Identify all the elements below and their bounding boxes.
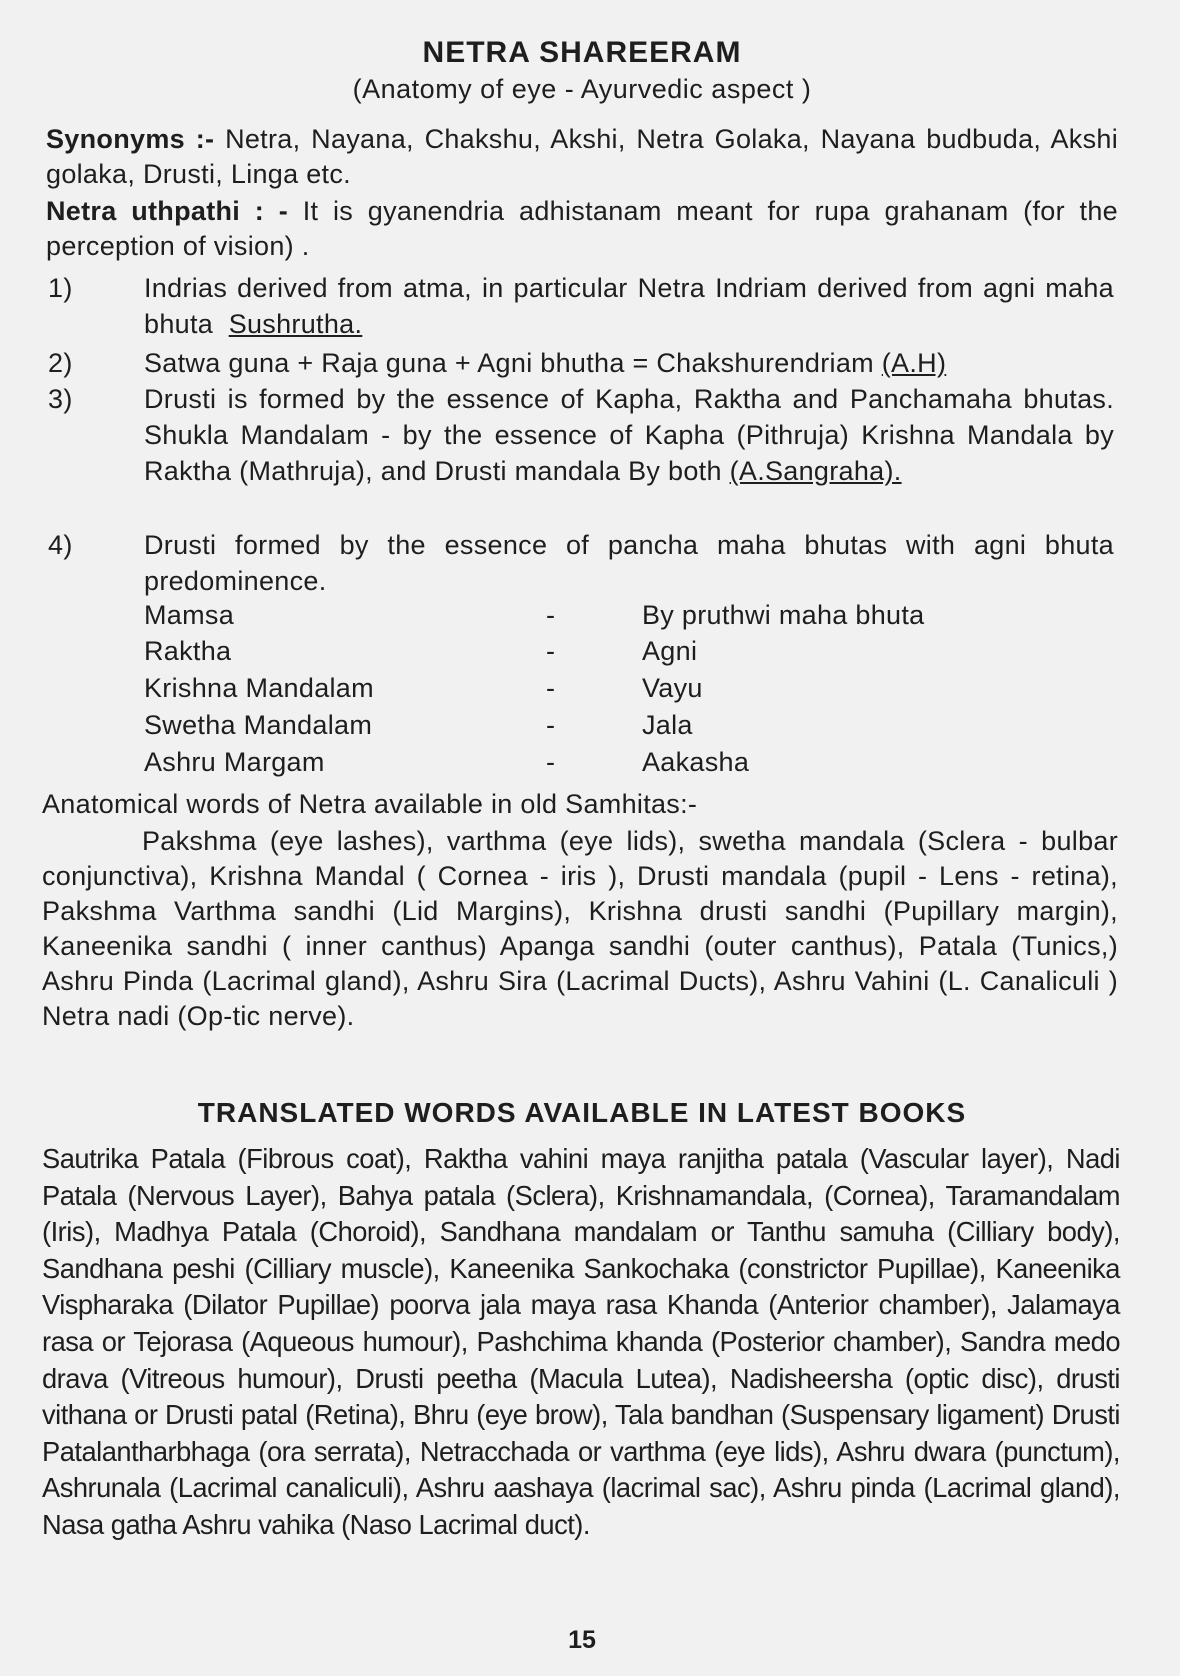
bhuta-map-row [144, 673, 1044, 709]
bhuta-map-dash: - [546, 710, 556, 740]
bhuta-map-part: Swetha Mandalam [144, 710, 373, 740]
bhuta-map-part: Raktha [144, 636, 232, 666]
list-item-text [144, 381, 1114, 489]
list-item-body: Drusti is formed by the essence of Kapha, Raktha and Panchamaha bhutas. Shukla Mandalam - by the essence of Kapha (Pithruja) Krishna Mandala by Raktha (Mathruja), and Drusti mandala By both [144, 384, 1114, 486]
page-number: 15 [568, 1626, 596, 1654]
bhuta-map-dash: - [546, 636, 556, 666]
section-heading: TRANSLATED WORDS AVAILABLE IN LATEST BOOKS [197, 1097, 967, 1128]
synonyms-paragraph [46, 122, 1118, 192]
uthpathi-paragraph [46, 194, 1118, 264]
uthpathi-text: It is gyanendria adhistanam meant for rupa grahanam (for the perception of vision) . [46, 196, 1118, 261]
list-item-body: Satwa guna + Raja guna + Agni bhutha = Chakshurendriam [144, 348, 874, 378]
bhuta-map-row [144, 710, 1044, 746]
anatomical-heading: Anatomical words of Netra available in old Samhitas:- [42, 789, 698, 819]
bhuta-map-part: Ashru Margam [144, 747, 325, 777]
bhuta-map-bhuta: Vayu [642, 673, 703, 703]
bhuta-map-part: Mamsa [144, 600, 235, 630]
list-item-number: 1) [48, 273, 73, 303]
list-item-number: 4) [48, 530, 73, 560]
bhuta-map-row [144, 636, 1044, 672]
list-item-reference: (A.H) [881, 348, 947, 378]
bhuta-map-bhuta: Jala [642, 710, 693, 740]
bhuta-map-bhuta: Agni [642, 636, 698, 666]
page-title: NETRA SHAREERAM [422, 36, 742, 69]
list-item-number: 2) [48, 348, 73, 378]
anatomical-paragraph: Pakshma (eye lashes), varthma (eye lids), swetha mandala (Sclera - bulbar conjunctiva), Krishna Mandal ( Cornea - iris ), Drusti mandala (pupil - Lens - retina), Pakshma Varthma sandhi (Lid Margins), Krishna drusti sandhi (Pupillary margin), Kaneenika sandhi ( inner canthus) Apanga sandhi (outer canthus), Patala (Tunics,) Ashru Pinda (Lacrimal gland), Ashru Sira (Lacrimal Ducts), Ashru Vahini (L. Canaliculi ) Netra nadi (Op-tic nerve). [42, 826, 1118, 1031]
bhuta-map-dash: - [546, 600, 556, 630]
list-item-body: Indrias derived from atma, in particular Netra Indriam derived from agni maha bhuta [144, 273, 1114, 339]
list-item-number: 3) [48, 384, 73, 414]
synonyms-label: Synonyms :- [46, 124, 215, 154]
uthpathi-label: Netra uthpathi : - [46, 196, 289, 226]
bhuta-map-row [144, 600, 1044, 636]
bhuta-map-dash: - [546, 747, 556, 777]
list-item-text [144, 270, 1114, 342]
synonyms-text: Netra, Nayana, Chakshu, Akshi, Netra Golaka, Nayana budbuda, Akshi golaka, Drusti, Linga etc. [46, 124, 1118, 189]
translated-paragraph: Sautrika Patala (Fibrous coat), Raktha vahini maya ranjitha patala (Vascular layer), Nadi Patala (Nervous Layer), Bahya patala (Sclera), Krishnamandala, (Cornea), Taramandalam (Iris), Madhya Patala (Choroid), Sandhana mandalam or Tanthu samuha (Cilliary body), Sandhana peshi (Cilliary muscle), Kaneenika Sankochaka (constrictor Pupillae), Kaneenika Vispharaka (Dilator Pupillae) poorva jala maya rasa Khanda (Anterior chamber), Jalamaya rasa or Tejorasa (Aqueous humour), Pashchima khanda (Posterior chamber), Sandra medo drava (Vitreous humour), Drusti peetha (Macula Lutea), Nadisheersha (optic disc), drusti vithana or Drusti patal (Retina), Bhru (eye brow), Tala bandhan (Suspensary ligament) Drusti Patalantharbhaga (ora serrata), Netracchada or varthma (eye lids), Ashru dwara (punctum), Ashrunala (Lacrimal canaliculi), Ashru aashaya (lacrimal sac), Ashru pinda (Lacrimal gland), Nasa gatha Ashru vahika (Naso Lacrimal duct). [42, 1143, 1120, 1540]
page-subtitle: (Anatomy of eye - Ayurvedic aspect ) [352, 74, 812, 104]
list-item-text: Drusti formed by the essence of pancha maha bhutas with agni bhuta predominence. [144, 530, 1114, 596]
list-item-reference: (A.Sangraha). [729, 456, 902, 486]
bhuta-map-bhuta: Aakasha [642, 747, 750, 777]
bhuta-map-dash: - [546, 673, 556, 703]
bhuta-map-row [144, 747, 1044, 783]
list-item-reference: Sushrutha. [228, 309, 363, 339]
bhuta-map-bhuta: By pruthwi maha bhuta [642, 600, 925, 630]
bhuta-map-part: Krishna Mandalam [144, 673, 374, 703]
list-item-text [144, 345, 1114, 381]
